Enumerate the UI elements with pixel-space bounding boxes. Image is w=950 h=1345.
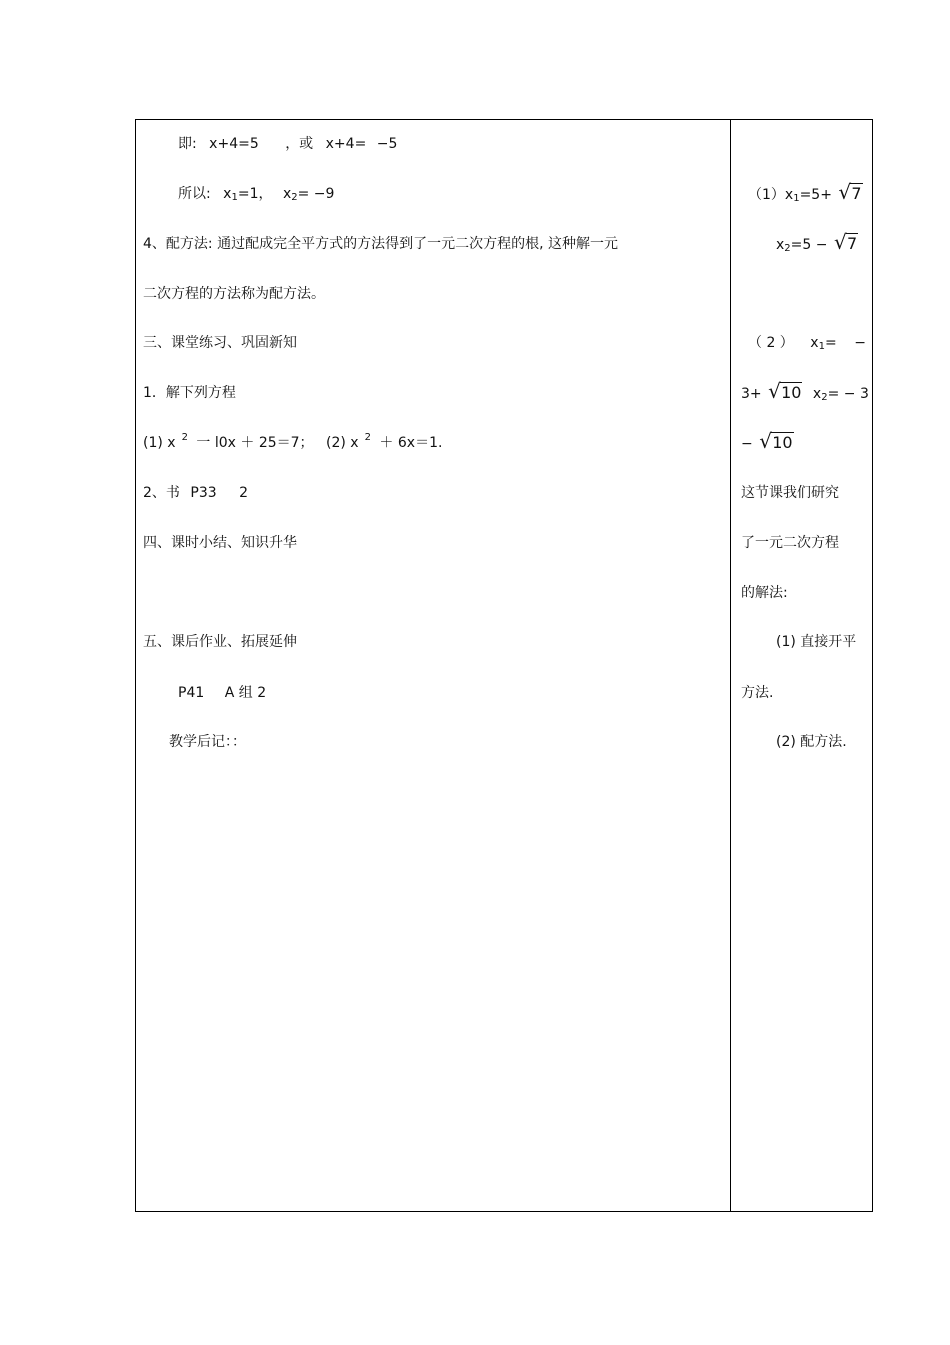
summary-line-2: 了一元二次方程 (741, 535, 839, 551)
equation-line-1 (178, 134, 397, 154)
answer-2-x2: 3+ √ 10 x2= − 3 (741, 383, 869, 406)
answer-2-x1: （ 2 ） x1= − (748, 335, 866, 352)
summary-line-1: 这节课我们研究 (741, 485, 839, 501)
solution-line (178, 184, 334, 206)
x2-value: x2= −9 (282, 186, 335, 203)
eq-a: x+4=5 (209, 136, 259, 152)
sqrt-symbol: √ 10 (768, 383, 802, 404)
summary-line-3: 的解法: (741, 585, 788, 601)
section-three-heading: 三、课堂练习、巩固新知 (143, 335, 297, 351)
summary-method-1: (1) 直接开平 (776, 634, 857, 650)
x1-value: x1=1， (223, 186, 273, 203)
label-suoyi: 所以: (178, 186, 211, 202)
eq1-rest: 一 l0x ＋ 25＝7； (196, 435, 314, 451)
homework-line: P41 A 组 2 (178, 685, 267, 701)
summary-method-1-cont: 方法. (741, 685, 774, 701)
section-five-heading: 五、课后作业、拓展延伸 (143, 634, 297, 650)
sqrt-symbol: √ 10 (759, 433, 793, 454)
eq-b-value: −5 (376, 136, 398, 152)
summary-method-2: (2) 配方法. (776, 734, 847, 750)
sqrt-symbol: √ 7 (838, 184, 862, 205)
exercise-1-heading: 1．解下列方程 (143, 385, 236, 401)
teaching-notes-label: 教学后记：： (169, 734, 246, 750)
lesson-table (135, 119, 873, 1212)
column-divider (730, 120, 731, 1211)
textbook-exercise: 2、书 P33 2 (143, 485, 249, 501)
section-four-heading: 四、课时小结、知识升华 (143, 535, 297, 551)
exercise-equations: (1) x $^2$ 一 l0x ＋ 25＝7； (2) x $^2$ ＋ 6x＝1. (143, 432, 443, 451)
eq1-lhs: (1) x (143, 435, 176, 451)
label-ji: 即: (178, 136, 197, 152)
eq-b: x+4= (325, 136, 367, 152)
conj-or: ，或 (285, 136, 314, 152)
eq2-rest: ＋ 6x＝1. (379, 435, 443, 451)
definition-line-1: 4、配方法: 通过配成完全平方式的方法得到了一元二次方程的根, 这种解一元 (143, 236, 618, 252)
answer-1-x2: x2=5 − √ 7 (776, 234, 858, 257)
answer-2-x2-cont: − √ 10 (741, 433, 794, 454)
answer-1-x1: （1）x1=5+ √ 7 (748, 184, 863, 207)
eq2-lhs: (2) x (326, 435, 359, 451)
definition-line-2: 二次方程的方法称为配方法。 (143, 286, 325, 302)
sqrt-symbol: √ 7 (834, 234, 858, 255)
